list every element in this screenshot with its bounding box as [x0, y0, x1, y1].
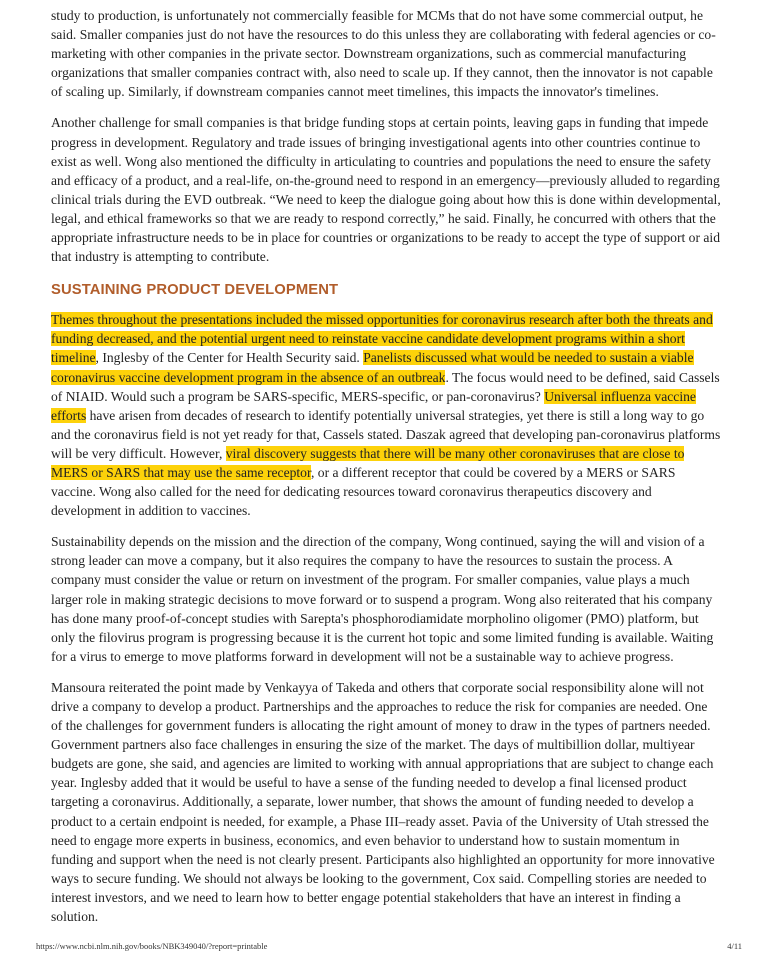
highlight-missed-opportunities: Themes throughout the presentations included the missed opportunities for coronavirus research after both the threats and funding decreased, and the potential urgent need to reinstate vaccine candidate development programs within a short timeline: [51, 312, 713, 366]
paragraph-sustainability: Sustainability depends on the mission and the direction of the company, Wong continued, saying the will and vision of a strong leader can move a company, but it also requires the company to have the resources to sustain the process. A company must consider the value or return on investment of the program. For smaller companies, value plays a much larger role in making strategic decisions to move forward or to suspend a program. Wong also reiterated that his company has done many proof-of-concept studies with Sarepta's phosphorodiamidate morpholino oligomer (PMO) platform, but only the filovirus program is progressing because it is the current hot topic and some limited funding is available. Waiting for a virus to emerge to move platforms forward in development will not be a sustainable way to achieve progress.: [51, 534, 714, 664]
highlight-sustain-program: Panelists discussed what would be needed to sustain a viable coronavirus vaccine development program in the absence of an outbreak: [51, 350, 694, 385]
paragraph-scaling-production: study to production, is unfortunately not commercially feasible for MCMs that do not have some commercial output, he said. Smaller companies just do not have the resources to do this unless they are collaborating with federal agencies or co-marketing with other companies in the private sector. Downstream organizations, such as commercial manufacturing organizations that smaller companies contract with, also need to scale up. If they cannot, then the innovator is not capable of scaling up. Similarly, if downstream companies cannot meet timelines, this impacts the innovator's timelines.: [51, 8, 716, 100]
text-focus-defined: . The focus would need to be defined, said Cassels of NIAID. Would such a program be SARS-specific, MERS-specific, or pan-coronavirus?: [51, 369, 720, 404]
text-inglesby-attribution: , Inglesby of the Center for Health Security said.: [95, 350, 364, 366]
highlight-viral-discovery: viral discovery suggests that there will be many other coronaviruses that are close to MERS or SARS that may use the same receptor: [51, 445, 685, 480]
footer-url[interactable]: https://www.ncbi.nlm.nih.gov/books/NBK349040/?report=printable: [36, 941, 268, 951]
document-page: [51, 6, 721, 938]
footer-page-number: 4/11: [727, 941, 742, 951]
paragraph-bridge-funding: Another challenge for small companies is that bridge funding stops at certain points, leaving gaps in funding that impede progress in development. Regulatory and trade issues of bringing investigational agents into other countries continue to exist as well. Wong also mentioned the difficulty in articulating to countries and populations the need to ensure the safety and efficacy of a product, and a real-life, on-the-ground need to respond in an emergency—previously alluded to regarding clinical trials during the EVD outbreak. “We need to keep the dialogue going about how this is done within developmental, legal, and ethical frameworks so that we are ready to respond correctly,” he said. Finally, he concurred with others that the appropriate infrastructure needs to be in place for countries or organizations to be ready to accept the type of support or aid that industry is attempting to contribute.: [51, 115, 721, 265]
text-cassels-daszak: have arisen from decades of research to identify potentially universal strategies, yet there is still a long way to go and the coronavirus field is not yet ready for that, Cassels stated. Daszak agreed that developing pan-coronavirus platforms will be very difficult. However,: [51, 407, 721, 461]
highlight-universal-influenza: Universal influenza vaccine efforts: [51, 388, 696, 423]
paragraph-mansoura: Mansoura reiterated the point made by Venkayya of Takeda and others that corporate social responsibility alone will not drive a company to develop a product. Partnerships and the approaches to reduce the risk for companies are needed. One of the challenges for government funders is allocating the right amount of money to draw in the types of partners needed. Government partners also face challenges in ensuring the size of the market. The days of multibillion dollar, multiyear budgets are gone, she said, and agencies are limited to working with annual appropriations that are subject to change each year. Inglesby added that it would be useful to have a sense of the funding needed to develop a final licensed product targeting a coronavirus. Additionally, a separate, lower number, that shows the amount of funding needed to develop a product to a certain endpoint is needed, for example, a Phase III–ready asset. Pavia of the University of Utah stressed the need to engage more experts in business, economics, and even behavior to understand how to sustain momentum in funding and support when the need is not clearly present. Participants also highlighted an opportunity for more innovative ways to secure funding. We should not always be looking to the government, Cox said. Compelling stories are needed to interest investors, and we need to learn how to better engage potential stakeholders that have an interest in finding a solution.: [51, 679, 715, 925]
paragraph-highlighted-themes: [51, 310, 721, 520]
section-heading: SUSTAINING PRODUCT DEVELOPMENT: [51, 282, 339, 299]
text-mers-sars-vaccine: , or a different receptor that could be covered by a MERS or SARS vaccine. Wong also called for the need for dedicating resources toward coronavirus therapeutics discovery and development in addition to vaccines.: [51, 464, 676, 519]
